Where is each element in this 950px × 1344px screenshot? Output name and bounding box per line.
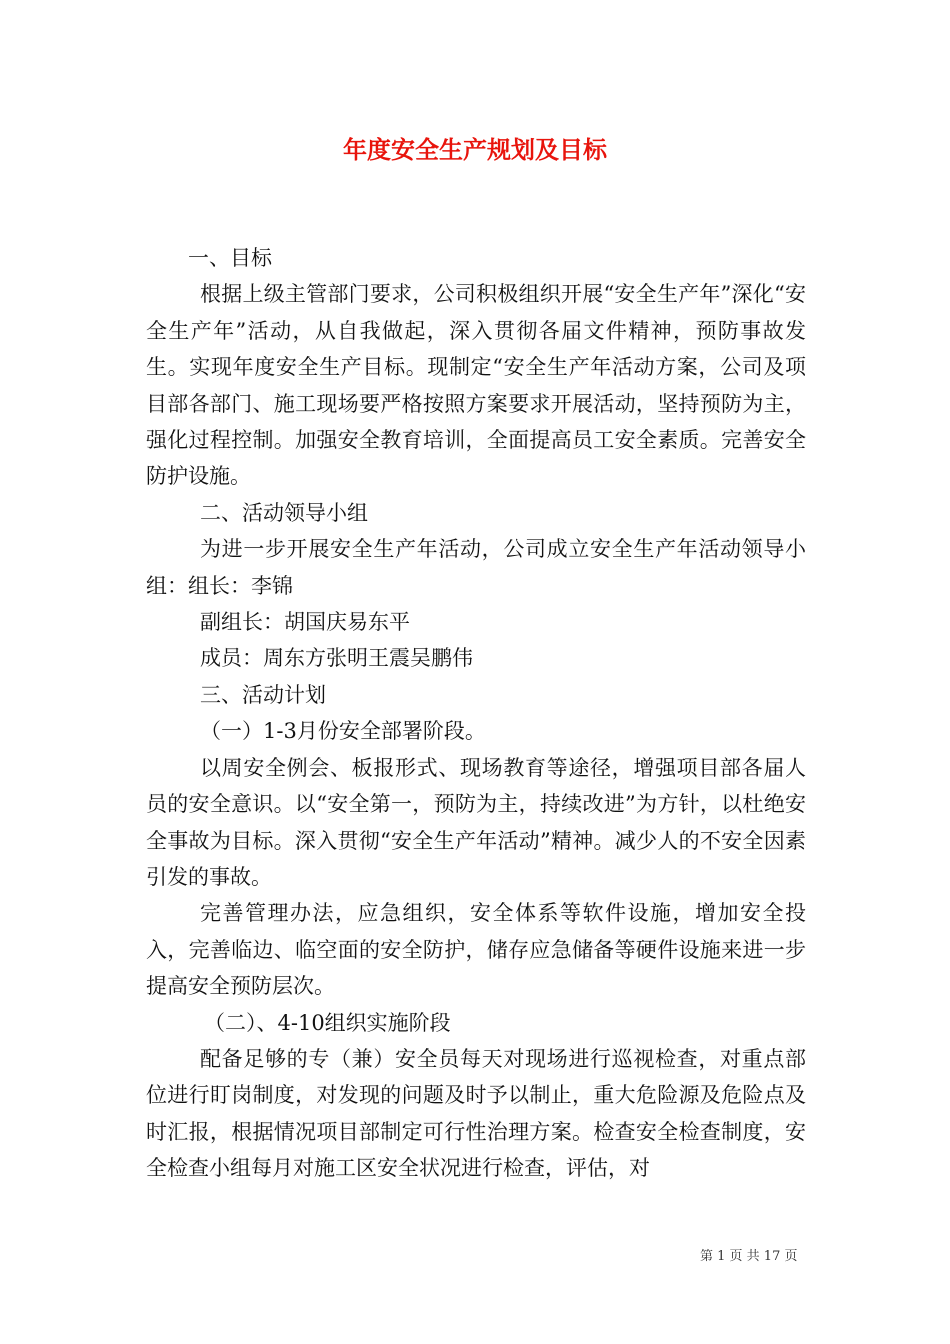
- document-body: [146, 240, 806, 1187]
- paragraph-goal: 根据上级主管部门要求，公司积极组织开展“安全生产年”深化“安全生产年”活动，从自我做起，深入贯彻各届文件精神，预防事故发生。实现年度安全生产目标。现制定“安全生产年活动方案，公司及项目部各部门、施工现场要严格按照方案要求开展活动，坚持预防为主，强化过程控制。加强安全教育培训，全面提高员工安全素质。完善安全防护设施。: [146, 282, 806, 489]
- document-title: 年度安全生产规划及目标: [343, 136, 607, 164]
- subheading-phase-two: （二）、4-10组织实施阶段: [204, 1010, 451, 1035]
- paragraph-leadership: 为进一步开展安全生产年活动，公司成立安全生产年活动领导小组：组长：李锦: [146, 537, 806, 598]
- page-number-footer: 第 1 页 共 17 页: [700, 1249, 798, 1264]
- subheading-phase-one: （一）1-3月份安全部署阶段。: [200, 719, 486, 744]
- paragraph-phase-one-b: 完善管理办法，应急组织，安全体系等软件设施，增加安全投入，完善临边、临空面的安全防护，储存应急储备等硬件设施来进一步提高安全预防层次。: [146, 901, 806, 999]
- members-line: 成员：周东方张明王震吴鹏伟: [200, 646, 473, 671]
- paragraph-phase-two: 配备足够的专（兼）安全员每天对现场进行巡视检查，对重点部位进行盯岗制度，对发现的问题及时予以制止，重大危险源及危险点及时汇报，根据情况项目部制定可行性治理方案。检查安全检查制度，安全检查小组每月对施工区安全状况进行检查，评估，对: [146, 1046, 806, 1181]
- section-heading-plan: 三、活动计划: [200, 682, 326, 707]
- paragraph-phase-one-a: 以周安全例会、板报形式、现场教育等途径，增强项目部各届人员的安全意识。以“安全第一，预防为主，持续改进”为方针，以杜绝安全事故为目标。深入贯彻“安全生产年活动”精神。减少人的不安全因素引发的事故。: [146, 755, 806, 889]
- section-heading-leadership: 二、活动领导小组: [200, 500, 368, 525]
- deputy-leader-line: 副组长：胡国庆易东平: [200, 610, 410, 635]
- section-heading-goal: 一、目标: [188, 246, 272, 270]
